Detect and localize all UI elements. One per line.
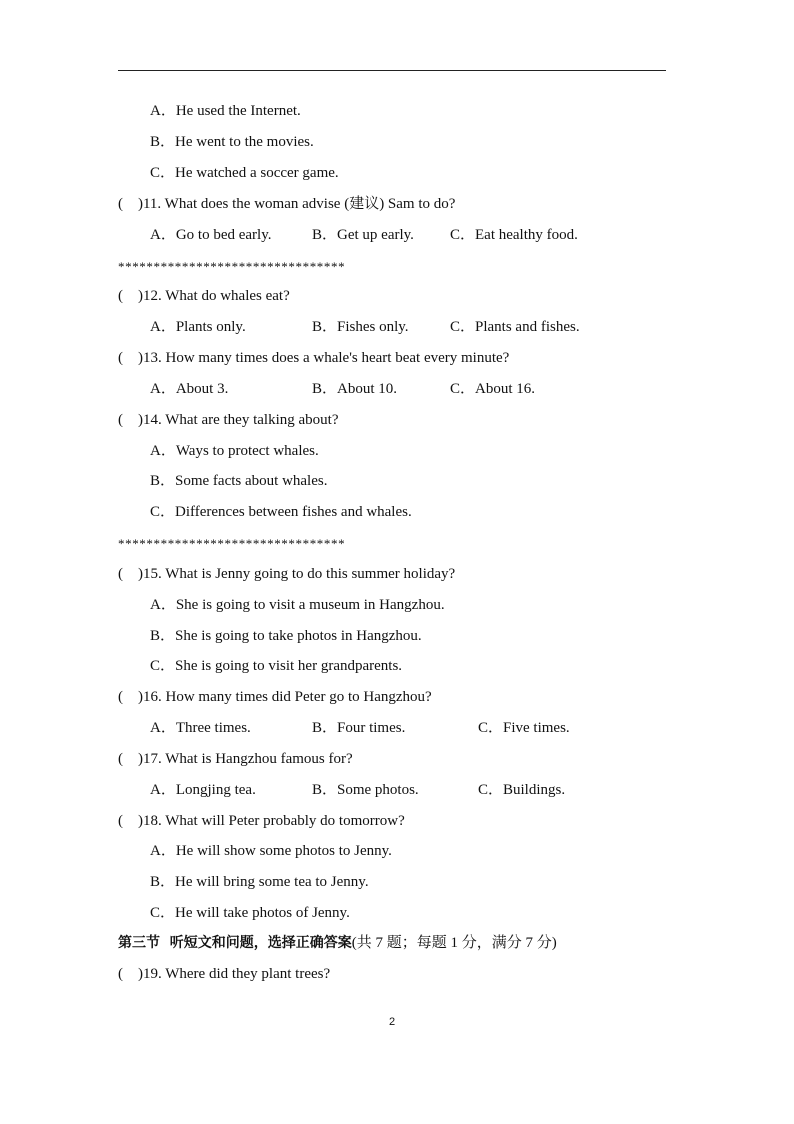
- q11-option-c: C．Eat healthy food.: [450, 227, 578, 243]
- q18-option-c: C．He will take photos of Jenny.: [150, 905, 350, 921]
- q10-option-a: A．He used the Internet.: [150, 103, 301, 119]
- section-3-heading: [118, 934, 557, 952]
- q18-option-b: B．He will bring some tea to Jenny.: [150, 874, 369, 890]
- q17-option-b: B．Some photos.: [312, 782, 419, 798]
- q12-option-c: C．Plants and fishes.: [450, 319, 580, 335]
- section-3-note: (共 7 题；每题 1 分，满分 7 分): [351, 935, 557, 951]
- q14-option-a: A．Ways to protect whales.: [150, 443, 319, 459]
- q15-option-a: A．She is going to visit a museum in Hangzhou.: [150, 597, 445, 613]
- question-17: ( )17. What is Hangzhou famous for?: [118, 751, 353, 767]
- q18-option-a: A．He will show some photos to Jenny.: [150, 843, 392, 859]
- q13-option-b: B．About 10.: [312, 381, 398, 397]
- header-rule: [118, 70, 666, 71]
- q11-option-b: B．Get up early.: [312, 227, 414, 243]
- q13-option-a: A．About 3.: [150, 381, 229, 397]
- q12-option-b: B．Fishes only.: [312, 319, 409, 335]
- question-16: ( )16. How many times did Peter go to Hangzhou?: [118, 689, 432, 705]
- question-12: ( )12. What do whales eat?: [118, 288, 290, 304]
- q16-option-b: B．Four times.: [312, 720, 406, 736]
- q15-option-c: C．She is going to visit her grandparents.: [150, 658, 403, 674]
- question-14: ( )14. What are they talking about?: [118, 412, 339, 428]
- q16-option-c: C．Five times.: [478, 720, 570, 736]
- question-15: ( )15. What is Jenny going to do this summer holiday?: [118, 566, 456, 582]
- page-number: 2: [389, 1016, 396, 1028]
- q17-option-a: A．Longjing tea.: [150, 782, 256, 798]
- question-13: ( )13. How many times does a whale's heart beat every minute?: [118, 350, 510, 366]
- q15-option-b: B．She is going to take photos in Hangzhou.: [150, 628, 422, 644]
- q12-option-a: A．Plants only.: [150, 319, 246, 335]
- q14-option-c: C．Differences between fishes and whales.: [150, 504, 412, 520]
- separator-1: ********************************: [118, 259, 346, 274]
- q11-option-a: A．Go to bed early.: [150, 227, 272, 243]
- q10-option-c: C．He watched a soccer game.: [150, 165, 339, 181]
- q14-option-b: B．Some facts about whales.: [150, 473, 328, 489]
- question-18: ( )18. What will Peter probably do tomorrow?: [118, 813, 405, 829]
- question-19: ( )19. Where did they plant trees?: [118, 966, 331, 982]
- q17-option-c: C．Buildings.: [478, 782, 566, 798]
- separator-2: ********************************: [118, 536, 346, 551]
- q13-option-c: C．About 16.: [450, 381, 536, 397]
- section-3-title: 第三节 听短文和问题，选择正确答案: [118, 935, 352, 951]
- q10-option-b: B．He went to the movies.: [150, 134, 314, 150]
- q16-option-a: A．Three times.: [150, 720, 251, 736]
- question-11: ( )11. What does the woman advise (建议) Sam to do?: [118, 196, 456, 212]
